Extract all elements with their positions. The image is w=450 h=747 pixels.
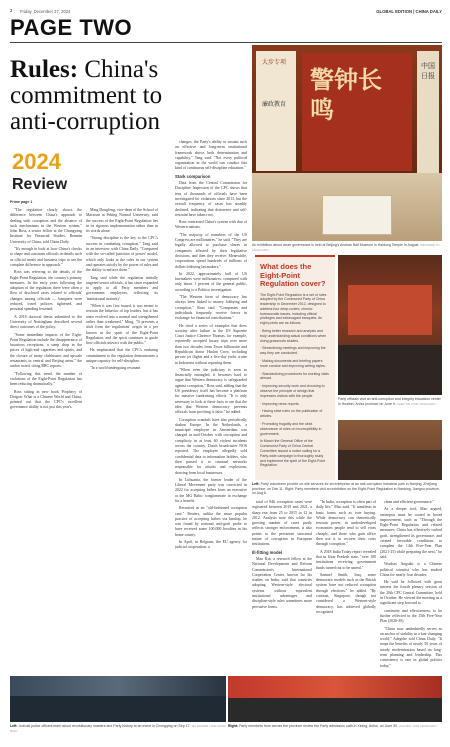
paragraph: "When even the judiciary is seen as financially entangled, it becomes hard to argue that Western democracy is safeguarded against corruption," Ross said, adding that the US presidency itself has become a platform for massive fundraising efforts. "It is only necessary to look at these facts to see that the idea that Western democracy prevents officials from profiting is false," he added. xyxy=(175,367,247,415)
paragraph: "China now undoubtedly serves as an anchor of stability in a fast-changing world," Adegoke told China Daily. "It reaps the benefits of nearly 50 years of steady modernization based on long-term planning and leadership. This consistency is rare in global politics today." xyxy=(380,626,442,668)
paragraph: As a deeper tool, Mao argued, antisepsis must be rooted in broad improvement, such as "Through the Eight-Point Regulation and related measures, China has effectively curbed graft, strengthened its governance, and created favorable conditions to complete the 14th Five-Year Plan (2021-25) while preparing the next," he said. xyxy=(380,507,442,559)
article-column-6 xyxy=(380,500,442,670)
photo-party-oath xyxy=(228,676,442,722)
photo-party-members-exhibit xyxy=(338,420,442,480)
paragraph: In Lithuania, the former leader of the Liberal Movement party was convicted in 2022 for accepting bribes from an executive at the MG Baltic conglomerate in exchange for a benefit. xyxy=(175,477,247,503)
info-box-item: · Improving security work and choosing to observe the principle of design that impresses visitors with the people. xyxy=(260,384,325,398)
info-box-item: · Being better research and analysis and truly understanding actual conditions when doing grassroots studies. xyxy=(260,329,327,343)
headline-lead: Rules: xyxy=(10,56,79,83)
paragraph: "The regulation clearly shows the difference between China's approach to dealing with corruption and the absence of such mechanisms in the Western system," John Ross, a senior fellow at the Chongyang Institute for Financial Studies, Renmin University of China, told China Daily. xyxy=(10,208,82,244)
page-title: PAGE TWO xyxy=(10,15,133,40)
paragraph: "In a world undergoing resonant xyxy=(90,366,141,371)
paragraph: "When it was first issued, it was meant to restrain the behavior of top leaders, but it has since evolved into a normal and strengthened rather than weakened," Ming, "It prevents a shift from the regulations' origin in a per known as the spirit of the Eight-Point Regulation, and the spirit continues to guide how officials interact with the public." xyxy=(86,304,158,346)
info-box-item: · Promoting frugality and the strict observance of rules on incorruptibility in government. xyxy=(260,422,322,436)
exhibit-sign-2: 廉政教育 xyxy=(262,101,287,108)
article-column-5 xyxy=(316,500,376,670)
exhibit-scroll-text: 中国日报 xyxy=(421,62,435,80)
info-box-item: · Having strict rules on the publication of articles. xyxy=(260,409,323,419)
paragraph: Data from the Central Commission for Discipline Inspection of the CPC shows that tens of thousands of officials have been investigated for violations since 2013, but the overall frequency of cases has steadily declined, indicating that deterrence and self-restraint have taken root. xyxy=(175,181,247,217)
paragraph: "The majority of members of the US Congress are millionaires," he said. "They are legally allowed to purchase shares in companies affected by their legislative decisions, and then they receive. Meanwhile, corporations spend hundreds of millions of dollars lobbying lawmakers." xyxy=(175,232,247,269)
paragraph: "Following this trend, the number of violations of the Eight-Point Regulation has been reducing dramatically." xyxy=(10,371,82,387)
wall-panel xyxy=(348,285,432,335)
year-review-logo xyxy=(10,147,82,195)
paragraph: Samuel Smith, Iraq, some democratic models such as the British system have not reduced corruption through elections," he added. "By contrast, Singapore, though not considered a Western-style democracy, has achieved globally recognized xyxy=(316,572,376,614)
paragraph: He cited a series of examples that drew scrutiny after failure in the US Supreme Court Justice Clarence Thomas, for example, reportedly accepted luxury trips over more than two decades from Texas billionaire and Republican donor Harlan Crow, including private jet flights and a five-day yacht cruise in Indonesia without reporting them. xyxy=(175,323,247,365)
caption-text-2: Right: Party members visit an exhibition on the Eight-Point Regulation in Nantong, Jiangsu province, on Aug 6. xyxy=(252,486,440,496)
paragraph: Tang said while the regulation initially targeted senior officials, it has since expanded to apply to all Party members and government employees, reflecting its 'institutional maturity'. xyxy=(86,275,158,301)
logo-year: 2024 xyxy=(12,149,61,174)
headline-rest: China's commitment to anti-corruption xyxy=(10,56,163,135)
header-divider xyxy=(10,42,442,43)
caption-text: An exhibition about clean governance is held at Beijing's Anshan Ball Museum in Haidong Temple in August. xyxy=(252,243,420,247)
paragraph: A 2018 doctoral thesis submitted to the University of Nottingham described several direct outcomes of the policy. xyxy=(10,314,82,330)
paragraph: In April, in Belgium, the EU agency for judicial cooperation, a xyxy=(175,540,247,550)
photo-credit: PROVIDED TO CHINA DAILY xyxy=(252,243,440,252)
paragraph: He emphasized that the CPC's enduring commitment to the regulation demonstrates a unique capacity for self-discipline. xyxy=(86,348,158,364)
display-case xyxy=(322,195,392,235)
paragraph: changes, the Party's ability to sustain such an effective and long-term institutional framework shows both determination and capability," Tang said. "Not every political organization in the world can conduct this kind of continuous self-discipline education." xyxy=(175,140,247,171)
caption-lead: Left: xyxy=(10,724,18,728)
paragraph: "In India, corruption is often part of daily life," Mao said. "It manifests in basic forms such as vote buying. While democracy can theoretically restrain power, in underdeveloped economies people tend to sell votes cheaply, and those who gain office then use it to recover their costs through corruption." xyxy=(316,500,376,547)
paragraph: A 2018 India Today report revealed that in Uttar Pradesh state, "over 100 institutions receiving government funds turned out to be unreal." xyxy=(316,549,376,570)
officers-group xyxy=(10,696,226,722)
page-number: 2 xyxy=(10,8,13,13)
caption-mid-photos xyxy=(252,482,442,496)
exhibit-sign-1: 大步专项 xyxy=(262,59,287,66)
info-box-item: In March the General Office of the Communist Party of China Central Committee issued a notice calling for a Party-wide campaign to thoroughly study and implement the spirit of the Eight-Point Regulation. xyxy=(260,439,325,468)
caption-lead: Right: xyxy=(228,724,239,728)
visitors-group xyxy=(338,450,442,480)
exhibit-banner-red xyxy=(302,53,412,171)
info-box-item: The Eight-Point Regulation is a set of rules adopted by the Communist Party of China leadership in December 2012, designed to address four deep-rooted, chronic bureaucratic issues, including official privileges and extravagant banquets. Its eight points are as follows: xyxy=(260,292,327,326)
exhibit-panel-left xyxy=(256,51,296,171)
issue-date: Friday, December 27, 2024 xyxy=(20,9,71,14)
paragraph: clean and efficient governance." xyxy=(384,500,435,504)
paragraph: Ross sitting in new book Prophecy of Dragon: What is a Chinese World and China, pointed out that the CPC's excellent governance ability is not just this year's. xyxy=(10,389,82,410)
paragraph: "It's enough to look at how China's checks to shape and constrain officials in details such as official meals and business trips to see the complete difference in approach." xyxy=(10,247,82,267)
info-box-title: What does the Eight-Point Regulation cover? xyxy=(260,262,326,288)
paragraph: Recruited as an "old-fashioned corruption case," Reuters, unlike the more popular practice of accepting bribes via kinship, he was found by national anti-graft probe to have received some 100,000 lovalties in his home county. xyxy=(175,506,247,537)
article-column-2 xyxy=(86,208,158,733)
subheading-stark-comparison: Stark comparison xyxy=(175,173,211,179)
photo-exhibition xyxy=(252,45,442,241)
caption-text: Party officials visit an anti-corruption and integrity education center in Huaibei, Anhui province on June 9. xyxy=(338,397,441,406)
visitors-group xyxy=(338,345,442,395)
paragraph: Corruption scandals have also periodically shaken Europe. In the Netherlands, a municipal employee in Amsterdam was charged in mid-October with corruption and complicity in at least 60 violent incidents across the country, Dutch broadcaster NOS reported. The employee allegedly sold confidential data to information holders, who then passed it to criminal networks responsible for attacks and explosions, drawing from local businesses. xyxy=(175,417,247,475)
photo-credit: CHEN YIN / FOR CHINA DAILY xyxy=(396,401,437,406)
caption-right-photo xyxy=(338,397,442,406)
paragraph: "The Western form of democracy has always been linked to money lobbying and corruption," Ross said. "Companies and individuals frequently receive favors in exchange for financial contributions." xyxy=(175,295,247,321)
article-column-4 xyxy=(252,500,312,670)
paragraph: Wuditas Angsaki is a Chinese political scientist who has studied China for nearly four decades. xyxy=(380,562,442,577)
paragraph: "Strong discipline is the key to the CPC's success in combating corruption," Tang said in an interview with China Daily. "Compared with the so-called 'partition of power' model, which only looks at the rules in our system and operates strictly by the power of rules and the ability to enforce them." xyxy=(86,236,158,273)
caption-top-photo xyxy=(252,243,442,252)
article-column-1 xyxy=(10,208,82,733)
paragraph: total of 846 corruption cases were registered between 2019 and 2021, a sharp rise from 25 to 2015 to 12 in 2012. Analysis note this while the growing number of cases partly reflects stronger enforcement, it also points to the persistent structural nature of corruption in European institutions. xyxy=(252,500,312,547)
info-box-eight-point xyxy=(255,255,335,480)
article-column-3 xyxy=(175,140,247,733)
photo-credit: WU DAOWEI / FOR CHINA DAILY xyxy=(10,724,226,733)
members-group xyxy=(228,698,442,722)
subheading-ill-fitting-model: Ill-fitting model xyxy=(252,549,283,555)
paragraph: Ming Dongfeng, vice-dean of the School of Marxism at Peking Normal University, said the success of the Eight-Point Regulation lies in its rigorous implementation rather than in its words alone. xyxy=(86,208,158,234)
caption-lead: Left: xyxy=(252,482,260,486)
paragraph: He said he followed with great interest the fourth plenary session of the 20th CPC Central Committee, held in October. He viewed the meeting as a significant step forward to xyxy=(380,580,442,606)
paragraph: continuity and effectiveness, to be further reflected in the 15th Five-Year Plan (2026-30). xyxy=(380,608,442,624)
caption-text: Party members from across the province review the Party admission oath in Xining, Anhui, on June 30. xyxy=(239,724,399,728)
paragraph: In 2022, approximately half of US lawmakers were millionaires, compared with only about 1 percent of the general public, according to a Politico investigation. xyxy=(175,271,247,292)
caption-bottom-left xyxy=(10,724,226,733)
byline: Prime page 1 xyxy=(10,200,33,204)
info-box-item: · Streamlining meetings and improving the way they are conducted. xyxy=(260,346,326,356)
logo-word: Review xyxy=(12,176,68,193)
edition-label: GLOBAL EDITION | CHINA DAILY xyxy=(376,9,442,14)
paragraph: Ross was referring to the details of the Eight-Point Regulation, the country's primary measures. In the early years following the adoption of the regulation there were often a flow of disclosed cases related to officials' changes among officials — banquets were reduced, travel policies tightened, and personal spending lessened. xyxy=(10,270,82,312)
photo-education-center xyxy=(338,255,442,395)
info-box-item: · Improving news reports. xyxy=(260,401,300,406)
caption-text: Party volunteers provide on-site services for an enterprise at an anti-corruption industrial park in Nanjing, Zhejiang province, on Dec 11. xyxy=(252,482,437,491)
caption-text: Judicial police officers learn about revolutionary masters and Party history at an event in Chongqing on Sep 17. xyxy=(18,724,191,728)
paragraph: Mao Kui, a research fellow at the National Development and Reform Commission's International Cooperation Center, known for his studies on India, said that countries adopting Western-style electoral systems without equivalent institutional advantages and discipline-style rules sometimes more pervasive forms. xyxy=(252,556,312,609)
photo-judicial-police xyxy=(10,676,226,722)
photo-credit: GUO RUI / FOR CHINA DAILY xyxy=(399,724,438,728)
paragraph: "Some immediate impacts of the Eight-Point Regulation include the disappearance of luxurious receptions, a steep drop in the prices of high-end cigarettes and spirits, and the closure of many clubhouses and upscale restaurants in central and Beijing areas," the author noted, citing BBC reports. xyxy=(10,332,82,369)
info-box-item: · Making documents and briefing papers more concise and improving writing styles. xyxy=(260,359,326,368)
info-box-item: · Standardizing procedures for working visits abroad. xyxy=(260,371,329,381)
headline xyxy=(10,57,170,135)
exhibit-sign-3: 警钟长鸣 xyxy=(310,65,382,124)
caption-bottom-right xyxy=(228,724,442,729)
paragraph: Ross contrasted China's system with that of Western nations. xyxy=(175,220,247,230)
